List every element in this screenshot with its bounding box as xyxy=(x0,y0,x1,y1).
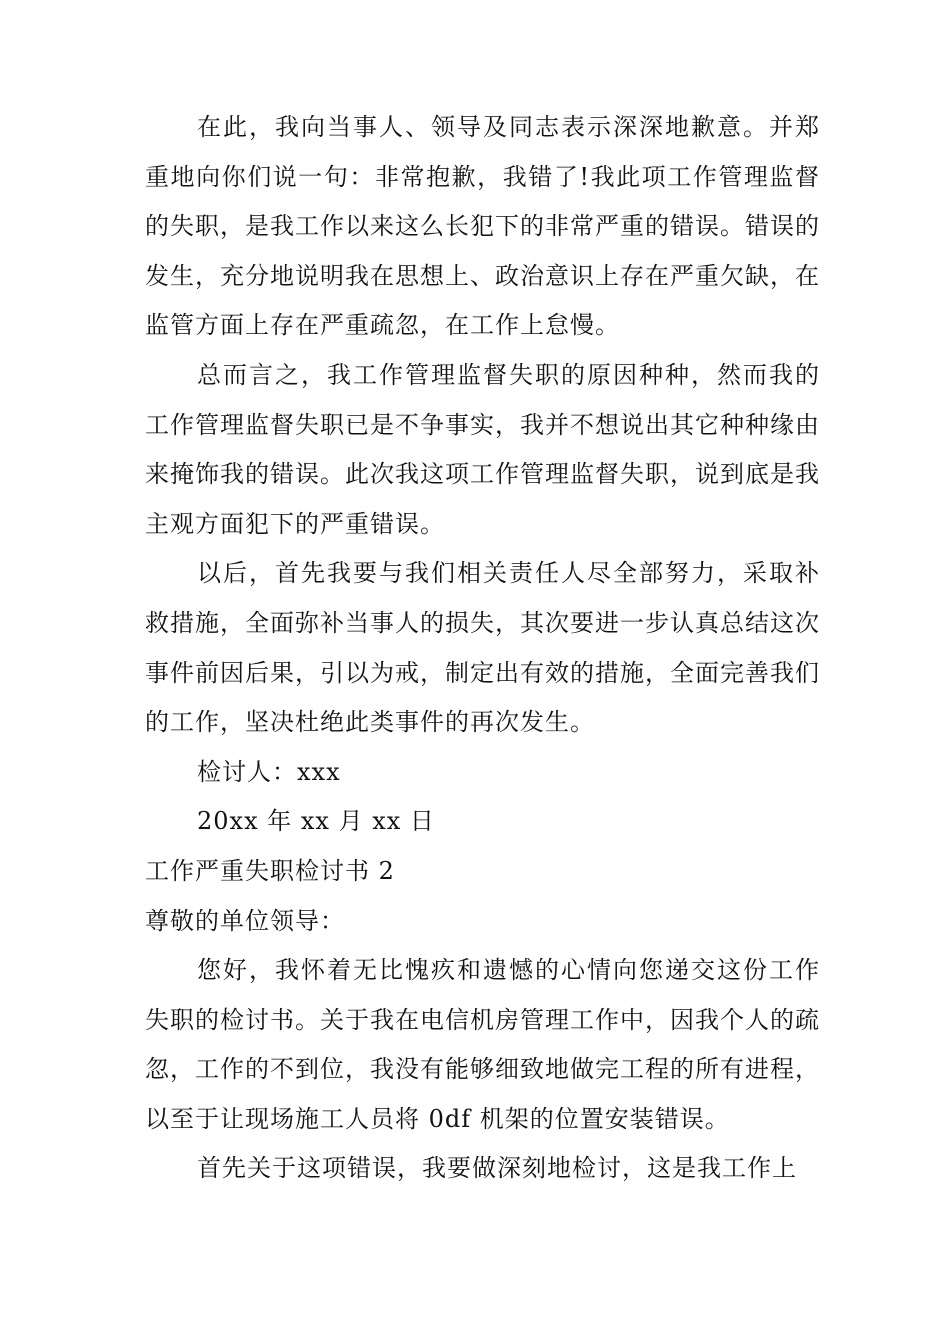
paragraph-summary: 总而言之，我工作管理监督失职的原因种种，然而我的工作管理监督失职已是不争事实，我并不想说出其它种种缘由来掩饰我的错误。此次我这项工作管理监督失职，说到底是我主观方面犯下的严重错误。 xyxy=(145,360,820,538)
paragraph-apology: 在此，我向当事人、领导及同志表示深深地歉意。并郑重地向你们说一句：非常抱歉，我错了!我此项工作管理监督的失职，是我工作以来这么长犯下的非常严重的错误。错误的发生，充分地说明我在思想上、政治意识上存在严重欠缺，在监管方面上存在严重疏忽，在工作上怠慢。 xyxy=(145,113,820,340)
date-line: 20xx 年 xx 月 xx 日 xyxy=(197,807,435,836)
document-body xyxy=(145,103,820,1194)
paragraph-greeting: 您好，我怀着无比愧疚和遗憾的心情向您递交这份工作失职的检讨书。关于我在电信机房管理工作中，因我个人的疏忽，工作的不到位，我没有能够细致地做完工程的所有进程，以至于让现场施工人员将 0df 机架的位置安装错误。 xyxy=(145,956,820,1133)
salutation: 尊敬的单位领导： xyxy=(145,906,345,935)
paragraph-reflection: 首先关于这项错误，我要做深刻地检讨，这是我工作上 xyxy=(197,1154,797,1183)
paragraph-remedy: 以后，首先我要与我们相关责任人尽全部努力，采取补救措施，全面弥补当事人的损失，其次要进一步认真总结这次事件前因后果，引以为戒，制定出有效的措施，全面完善我们的工作，坚决杜绝此类事件的再次发生。 xyxy=(145,559,820,737)
signer-line: 检讨人：xxx xyxy=(197,757,341,786)
section-title: 工作严重失职检讨书 2 xyxy=(145,856,395,885)
